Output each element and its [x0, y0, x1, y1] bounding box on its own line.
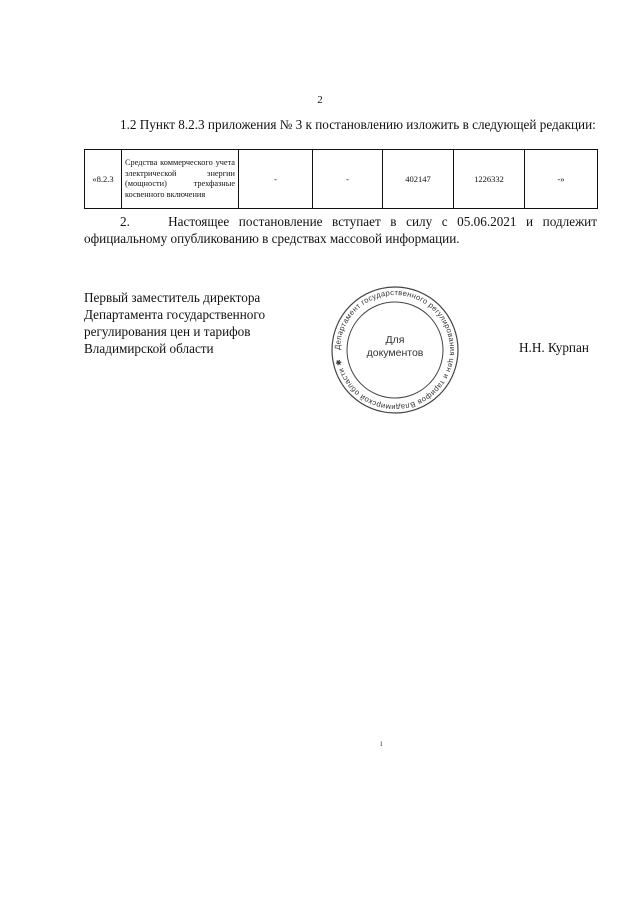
signer-title-line: Департамента государственного: [84, 307, 266, 322]
table-row: [85, 150, 598, 209]
page-number: 2: [317, 94, 323, 106]
paragraph-effective-text: Настоящее постановление вступает в силу с 05.06.2021 и подлежит официальному опубликованию в средствах массовой информации.: [84, 214, 598, 246]
paragraph-amendment-intro: [84, 117, 597, 132]
table-cell-code: «8.2.3: [85, 150, 122, 209]
signer-name: Н.Н. Курпан: [519, 340, 589, 355]
signer-title-line: регулирования цен и тарифов: [84, 324, 251, 339]
amendment-table: [84, 149, 598, 209]
table-cell-col7: -»: [525, 150, 598, 209]
stamp-inner-line-2: документов: [366, 347, 424, 359]
table-cell-col4: -: [313, 150, 383, 209]
scan-artifact-mark: ı: [380, 738, 383, 748]
table-cell-col5: 402147: [383, 150, 454, 209]
table-cell-col6: 1226332: [454, 150, 525, 209]
official-stamp: [325, 285, 465, 415]
stamp-inner-line-1: Для: [385, 334, 405, 346]
signer-title-block: [84, 289, 314, 357]
table-cell-description: Средства коммерческого учета электрической энергии (мощности) трехфазные косвенного включения: [122, 150, 239, 209]
paragraph-amendment-text: 1.2 Пункт 8.2.3 приложения № 3 к постановлению изложить в следующей редакции:: [120, 117, 596, 132]
stamp-ring-text: Департамент государственного регулирования цен и тарифов Владимирской области ✱: [332, 287, 458, 413]
signer-title-line: Первый заместитель директора: [84, 290, 261, 305]
signer-title-line: Владимирской области: [84, 341, 214, 356]
paragraph-number: 2.: [120, 214, 130, 229]
table-cell-col3: -: [239, 150, 313, 209]
paragraph-effective-date: [84, 213, 597, 247]
